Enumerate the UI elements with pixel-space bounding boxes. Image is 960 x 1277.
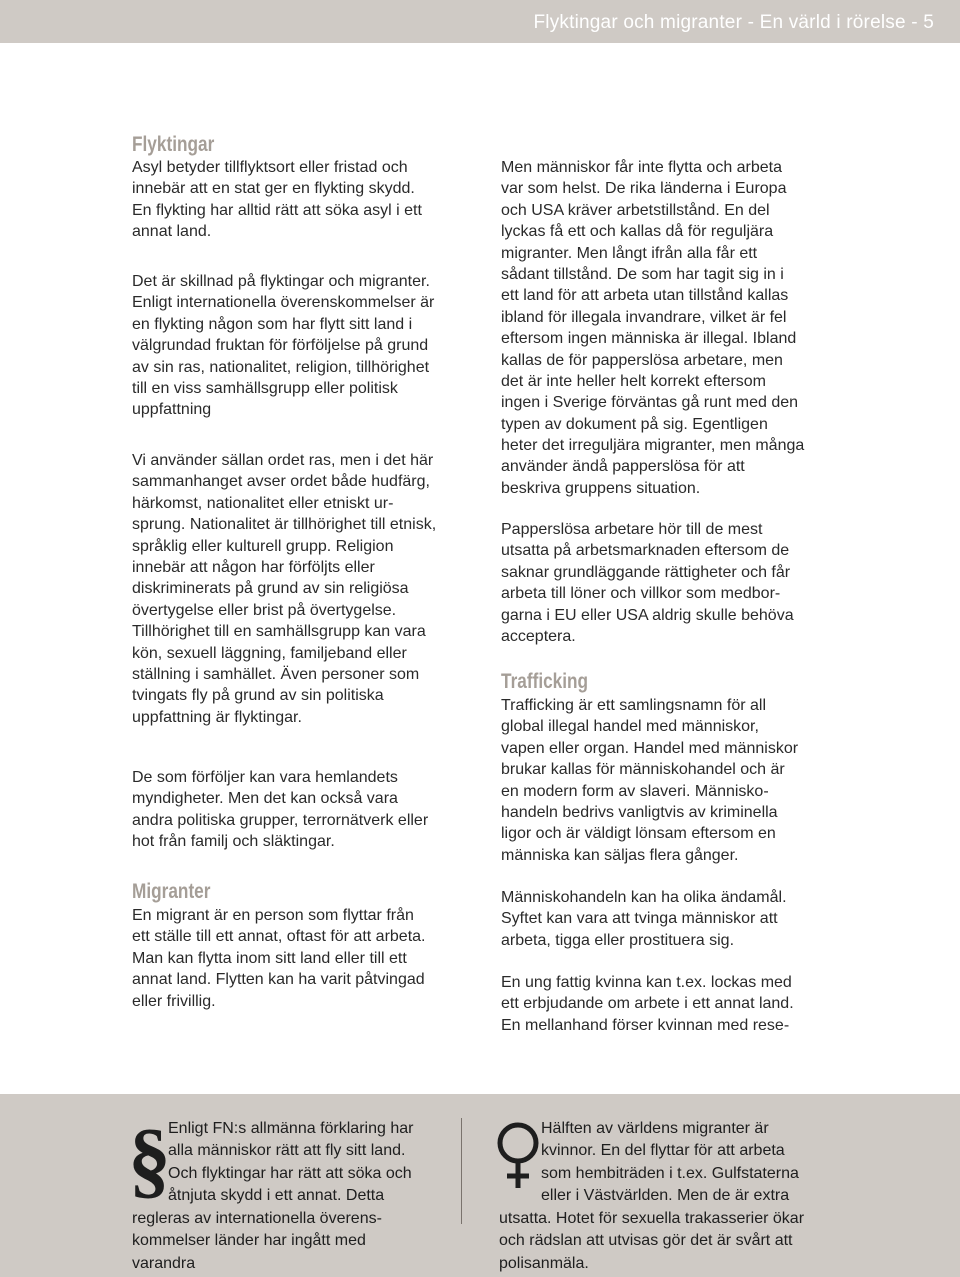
text-line: ett land för att arbeta utan tillstånd kallas (501, 287, 789, 305)
text-line: arbeta, tigga eller prostituera sig. (501, 931, 735, 949)
paragraph-arbetstillstand (501, 157, 833, 499)
text-line: välgrundad fruktan för förföljelse på grund (132, 337, 429, 355)
text-line: Tillhörighet till en samhällsgrupp kan vara (132, 623, 426, 641)
paragraph-skillnad (132, 271, 464, 421)
text-line: människa kan säljas flera gånger. (501, 846, 739, 864)
text-line: ett ställe till ett annat, oftast för att arbeta. (132, 928, 426, 946)
text-line: En migrant är en person som flyttar från (132, 907, 414, 924)
text-line: utsatta. Hotet för sexuella trakasserier ökar (499, 1210, 805, 1227)
text-line: av sin ras, nationalitet, religion, tillhörighet (132, 358, 430, 376)
text-line: en modern form av slaveri. Människo- (501, 782, 769, 800)
text-line: annat land. (132, 223, 212, 241)
text-line: eller frivillig. (132, 992, 216, 1010)
text-line: kommelser länder har ingått med (132, 1232, 366, 1250)
text-line: saknar grundläggande rättigheter och får (501, 563, 791, 581)
text-line: språklig eller kulturell grupp. Religion (132, 537, 394, 555)
text-line: använder ändå papperslösa för att (501, 458, 745, 476)
text-line: handeln bedrivs vanligtvis av kriminella (501, 803, 778, 821)
text-line: Och flyktingar har rätt att söka och (168, 1164, 412, 1182)
text-line: Det är skillnad på flyktingar och migranter. (132, 273, 430, 290)
text-line: En mellanhand förser kvinnan med rese- (501, 1016, 790, 1034)
text-line: polisanmäla. (499, 1254, 589, 1272)
text-line: Människohandeln kan ha olika ändamål. (501, 889, 787, 906)
text-line: kallas de för papperslösa arbetare, men (501, 351, 783, 369)
text-line: Papperslösa arbetare hör till de mest (501, 521, 763, 538)
text-line: andra politiska grupper, terrornätverk eller (132, 811, 429, 829)
text-line: sprung. Nationalitet är tillhörighet till etnisk, (132, 516, 437, 534)
text-line: åtnjuta skydd i ett annat. Detta (168, 1187, 385, 1205)
text-line: kvinnor. En del flyttar för att arbeta (541, 1142, 785, 1160)
text-line: och USA kräver arbetstillstånd. En del (501, 201, 770, 219)
paragraph-forfoljer (132, 767, 464, 853)
text-line: acceptera. (501, 627, 576, 645)
female-symbol-icon (495, 1118, 543, 1192)
heading-migranter: Migranter (132, 880, 211, 903)
paragraph-asyl (132, 157, 464, 243)
text-line: tvingats fly på grund av sin politiska (132, 687, 384, 705)
text-line: global illegal handel med människor, (501, 718, 759, 736)
paragraph-papperslosa (501, 519, 833, 647)
text-line: En flykting har alltid rätt att söka asyl i ett (132, 201, 422, 219)
text-line: ingen i Sverige förväntas gå runt med den (501, 394, 799, 412)
text-line: det är inte heller helt korrekt eftersom (501, 372, 767, 390)
text-line: hot från familj och släktingar. (132, 833, 335, 851)
text-line: varandra (132, 1254, 196, 1272)
text-line: brukar kallas för människohandel och är (501, 761, 785, 779)
text-line: innebär att en stat ger en flykting skydd. (132, 180, 415, 198)
text-line: sådant tillstånd. De som har tagit sig in i (501, 265, 784, 283)
heading-flyktingar: Flyktingar (132, 133, 215, 156)
text-line: diskriminerats på grund av sin religiösa (132, 580, 409, 598)
text-line: var som helst. De rika länderna i Europa (501, 180, 787, 198)
paragraph-andamal (501, 887, 833, 951)
text-line: garna i EU eller USA aldrig skulle behöva (501, 606, 794, 624)
heading-trafficking: Trafficking (501, 670, 589, 693)
text-line: Enligt FN:s allmänna förklaring har (168, 1120, 414, 1137)
text-line: innebär att någon har förföljts eller (132, 558, 375, 576)
text-line: sammanhanget avser ordet både hudfärg, (132, 473, 430, 491)
footer-right-bottom (499, 1208, 839, 1275)
text-line: typen av dokument på sig. Egentligen (501, 415, 768, 433)
paragraph-ung-kvinna (501, 972, 833, 1036)
text-line: och rädslan att utvisas gör det är svårt att (499, 1232, 793, 1250)
text-line: som hembiträden i t.ex. Gulfstaterna (541, 1164, 799, 1182)
paragraph-ras (132, 450, 464, 728)
text-line: Trafficking är ett samlingsnamn för all (501, 697, 766, 714)
header-band (0, 0, 960, 43)
footer-left-bottom (132, 1208, 452, 1275)
text-line: ligor och är väldigt lönsam eftersom en (501, 825, 776, 843)
footer-right-top (541, 1118, 831, 1208)
text-line: annat land. Flytten kan ha varit påtvingad (132, 971, 425, 989)
text-line: regleras av internationella överens- (132, 1210, 382, 1227)
text-line: alla människor rätt att fly sitt land. (168, 1142, 406, 1160)
text-line: heter det irreguljära migranter, men många (501, 437, 805, 455)
text-line: lyckas få ett och kallas då för reguljära (501, 223, 774, 241)
text-line: härkomst, nationalitet eller etniskt ur- (132, 494, 394, 512)
footer-divider (461, 1118, 462, 1224)
text-line: uppfattning (132, 401, 212, 419)
text-line: arbeta till löner och villkor som medbor- (501, 585, 781, 603)
text-line: vapen eller organ. Handel med människor (501, 739, 799, 757)
text-line: kön, sexuell läggning, familjeband eller (132, 644, 407, 662)
text-line: eller i Västvärlden. Men de är extra (541, 1187, 790, 1205)
text-line: en flykting någon som har flytt sitt land i (132, 315, 413, 333)
text-line: En ung fattig kvinna kan t.ex. lockas med (501, 974, 792, 991)
text-line: övertygelse eller brist på övertygelse. (132, 601, 397, 619)
text-line: eftersom ingen människa är illegal. Ibland (501, 330, 797, 348)
text-line: Vi använder sällan ordet ras, men i det här (132, 452, 434, 469)
text-line: Man kan flytta inom sitt land eller till ett (132, 949, 407, 967)
text-line: ställning i samhället. Även personer som (132, 665, 420, 683)
text-line: migranter. Men långt ifrån alla får ett (501, 244, 758, 262)
footer-left-top (168, 1118, 458, 1208)
text-line: De som förföljer kan vara hemlandets (132, 769, 398, 786)
running-header: Flyktingar och migranter - En värld i rörelse - 5 (533, 12, 934, 33)
text-line: Asyl betyder tillflyktsort eller fristad och (132, 159, 408, 176)
text-line: Enligt internationella överenskommelser är (132, 294, 435, 312)
text-line: Syftet kan vara att tvinga människor att (501, 910, 778, 928)
paragraph-trafficking (501, 695, 833, 866)
section-sign-icon: § (128, 1111, 171, 1207)
text-line: myndigheter. Men det kan också vara (132, 790, 398, 808)
text-line: ibland för illegala invandrare, vilket är fel (501, 308, 787, 326)
text-line: Hälften av världens migranter är (541, 1120, 769, 1137)
text-line: ett erbjudande om arbete i ett annat land. (501, 995, 794, 1013)
text-line: uppfattning är flyktingar. (132, 708, 302, 726)
text-line: beskriva gruppens situation. (501, 479, 701, 497)
text-line: utsatta på arbetsmarknaden eftersom de (501, 542, 790, 560)
text-line: Men människor får inte flytta och arbeta (501, 159, 783, 176)
paragraph-migrant (132, 905, 464, 1012)
text-line: till en viss samhällsgrupp eller politisk (132, 379, 398, 397)
